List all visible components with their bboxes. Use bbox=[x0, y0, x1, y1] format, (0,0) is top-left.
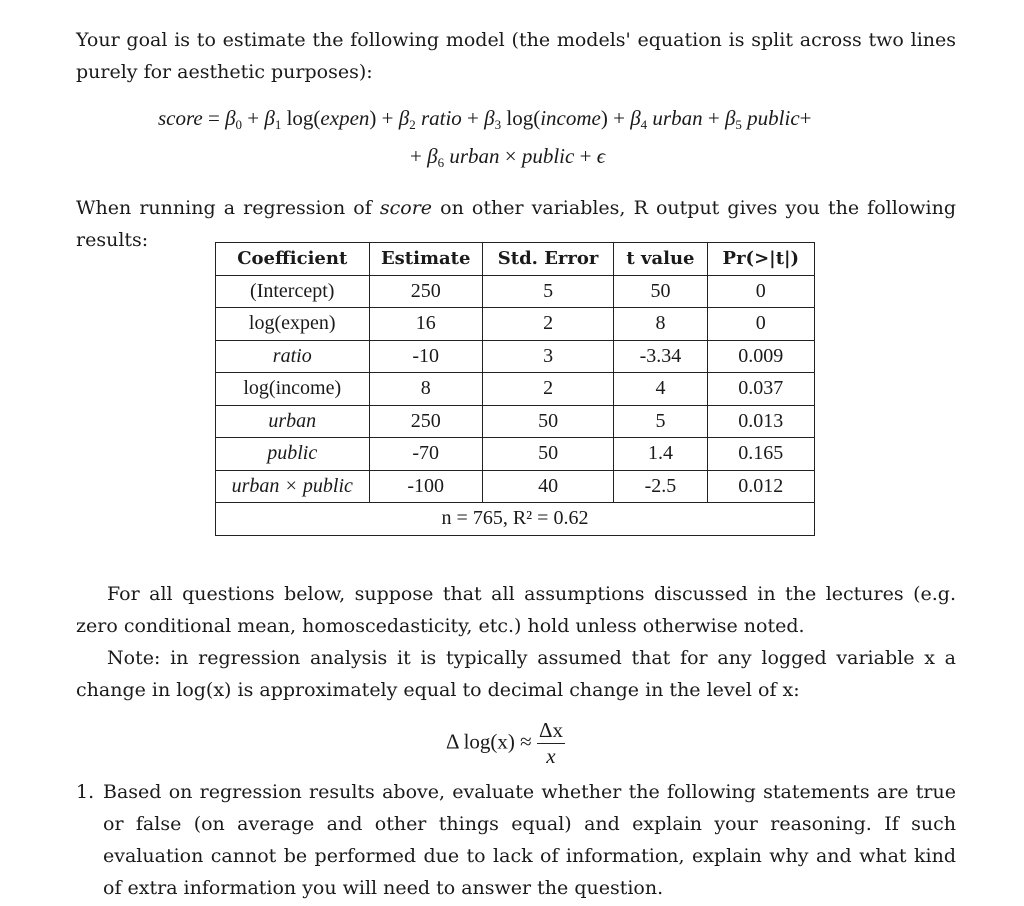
estimate-cell: 250 bbox=[369, 405, 482, 438]
std-error-cell: 50 bbox=[482, 438, 613, 471]
results-intro: When running a regression of score on other variables, R output gives you the following results: bbox=[76, 197, 956, 251]
coef-name: log(income) bbox=[216, 373, 370, 406]
std-error-cell: 50 bbox=[482, 405, 613, 438]
approx-numerator: Δx bbox=[538, 718, 563, 742]
coef-name: log(expen) bbox=[216, 308, 370, 341]
intro-paragraph: Your goal is to estimate the following model (the models' equation is split across two lines purely for aesthetic purposes): bbox=[76, 29, 956, 83]
header-std-error: Std. Error bbox=[482, 243, 613, 276]
p-value-cell: 0.037 bbox=[707, 373, 814, 406]
p-value-cell: 0.165 bbox=[707, 438, 814, 471]
header-coefficient: Coefficient bbox=[216, 243, 370, 276]
t-value-cell: 50 bbox=[614, 275, 707, 308]
table-row bbox=[216, 340, 815, 373]
question-text: Based on regression results above, evaluate whether the following statements are true or false (on average and other things equal) and explain your reasoning. If such evaluation cannot be performed due to lack of information, explain why and what kind of extra information you will need to answer the question. bbox=[103, 781, 956, 899]
p-value-cell: 0.009 bbox=[707, 340, 814, 373]
t-value-cell: 1.4 bbox=[614, 438, 707, 471]
coef-name: urban bbox=[216, 405, 370, 438]
table-row bbox=[216, 373, 815, 406]
p-value-cell: 0 bbox=[707, 275, 814, 308]
std-error-cell: 5 bbox=[482, 275, 613, 308]
header-estimate: Estimate bbox=[369, 243, 482, 276]
estimate-cell: 8 bbox=[369, 373, 482, 406]
coef-name: (Intercept) bbox=[216, 275, 370, 308]
table-row bbox=[216, 275, 815, 308]
p-value-cell: 0.013 bbox=[707, 405, 814, 438]
coef-name: urban × public bbox=[216, 470, 370, 503]
table-footer-row bbox=[216, 503, 815, 536]
assumptions-paragraph: For all questions below, suppose that all assumptions discussed in the lectures (e.g. zero conditional mean, homoscedasticity, etc.) hold unless otherwise noted. bbox=[76, 583, 956, 637]
header-p-value: Pr(>|t|) bbox=[707, 243, 814, 276]
regression-table bbox=[215, 242, 815, 536]
t-value-cell: -2.5 bbox=[614, 470, 707, 503]
std-error-cell: 2 bbox=[482, 308, 613, 341]
epsilon-term: ϵ bbox=[596, 144, 606, 168]
estimate-cell: 250 bbox=[369, 275, 482, 308]
estimate-cell: -100 bbox=[369, 470, 482, 503]
table-header-row bbox=[216, 243, 815, 276]
question-number: 1. bbox=[76, 781, 95, 803]
std-error-cell: 40 bbox=[482, 470, 613, 503]
t-value-cell: 4 bbox=[614, 373, 707, 406]
model-equation-line-2: + $\beta_6$ urban × public + ϵ bbox=[410, 144, 606, 170]
approx-lhs: Δ log(x) ≈ bbox=[446, 729, 532, 754]
note-paragraph: Note: in regression analysis it is typically assumed that for any logged variable x a change in log(x) is approximately equal to decimal change in the level of x: bbox=[76, 647, 956, 701]
p-value-cell: 0 bbox=[707, 308, 814, 341]
std-error-cell: 2 bbox=[482, 373, 613, 406]
model-equation-line-1: score = $\beta_0 + \beta_1$ log(expen) + $\beta_2$ ratio + $\beta_3$ log(income) + $\beta_4$ urban + $\beta_5$ public+ bbox=[158, 106, 812, 132]
question-1 bbox=[76, 776, 956, 904]
std-error-cell: 3 bbox=[482, 340, 613, 373]
t-value-cell: 5 bbox=[614, 405, 707, 438]
table-row bbox=[216, 405, 815, 438]
estimate-cell: -10 bbox=[369, 340, 482, 373]
table-footer: n = 765, R² = 0.62 bbox=[216, 503, 815, 536]
approx-fraction bbox=[537, 718, 565, 769]
header-t-value: t value bbox=[614, 243, 707, 276]
table-row bbox=[216, 438, 815, 471]
approx-formula bbox=[446, 718, 565, 769]
estimate-cell: -70 bbox=[369, 438, 482, 471]
coef-name: public bbox=[216, 438, 370, 471]
p-value-cell: 0.012 bbox=[707, 470, 814, 503]
approx-denominator: x bbox=[546, 744, 556, 768]
coef-name: ratio bbox=[216, 340, 370, 373]
t-value-cell: 8 bbox=[614, 308, 707, 341]
estimate-cell: 16 bbox=[369, 308, 482, 341]
table-row bbox=[216, 470, 815, 503]
t-value-cell: -3.34 bbox=[614, 340, 707, 373]
table-row bbox=[216, 308, 815, 341]
